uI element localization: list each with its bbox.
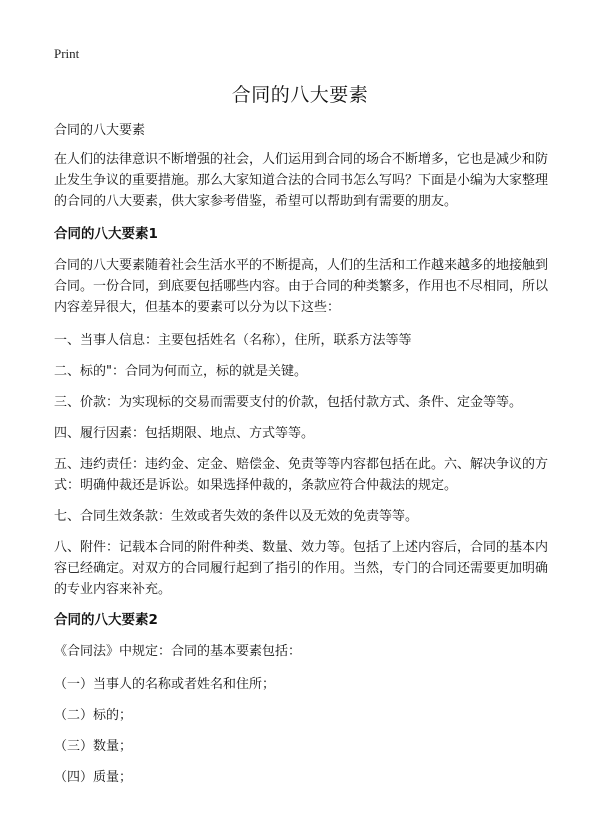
intro-paragraph: 在人们的法律意识不断增强的社会，人们运用到合同的场合不断增多，它也是减少和防止发生争议的重要措施。那么大家知道合法的合同书怎么写吗？下面是小编为大家整理的合同的八大要素，供大家参考借鉴，希望可以帮助到有需要的朋友。: [54, 152, 549, 209]
section2-paragraph: 《合同法》中规定：合同的基本要素包括：: [54, 644, 302, 659]
section1-item: 八、附件：记载本合同的附件种类、数量、效力等。包括了上述内容后，合同的基本内容已经确定。对双方的合同履行起到了指引的作用。当然，专门的合同还需要更加明确的专业内容来补充。: [54, 540, 549, 597]
section1-item: 四、履行因素：包括期限、地点、方式等等。: [54, 426, 315, 441]
document-title: 合同的八大要素: [231, 84, 369, 106]
section2-item: （一）当事人的名称或者姓名和住所；: [54, 677, 276, 692]
section1-paragraph: 合同的八大要素随着社会生活水平的不断提高，人们的生活和工作越来越多的地接触到合同。一份合同，到底要包括哪些内容。由于合同的种类繁多，作用也不尽相同，所以内容差异很大，但基本的要素可以分为以下这些：: [54, 258, 549, 315]
print-label: Print: [54, 46, 80, 61]
section1-item: 五、违约责任：违约金、定金、赔偿金、免责等等内容都包括在此。六、解决争议的方式：明确仲裁还是诉讼。如果选择仲裁的，条款应符合仲裁法的规定。: [54, 457, 549, 493]
section1-item: 七、合同生效条款：生效或者失效的条件以及无效的免责等等。: [54, 509, 419, 524]
section1-item: 三、价款：为实现标的交易而需要支付的价款，包括付款方式、条件、定金等等。: [54, 395, 523, 410]
section2-heading: 合同的八大要素2: [54, 612, 158, 628]
section2-item: （四）质量；: [54, 770, 133, 785]
section2-item: （三）数量；: [54, 739, 133, 754]
section2-item: （二）标的；: [54, 708, 133, 723]
document-body: [54, 120, 554, 798]
document-subtitle: 合同的八大要素: [54, 123, 146, 138]
section1-item: 二、标的"：合同为何而立，标的就是关键。: [54, 364, 307, 379]
section1-item: 一、当事人信息：主要包括姓名（名称），住所，联系方法等等: [54, 333, 412, 348]
section1-heading: 合同的八大要素1: [54, 226, 158, 242]
